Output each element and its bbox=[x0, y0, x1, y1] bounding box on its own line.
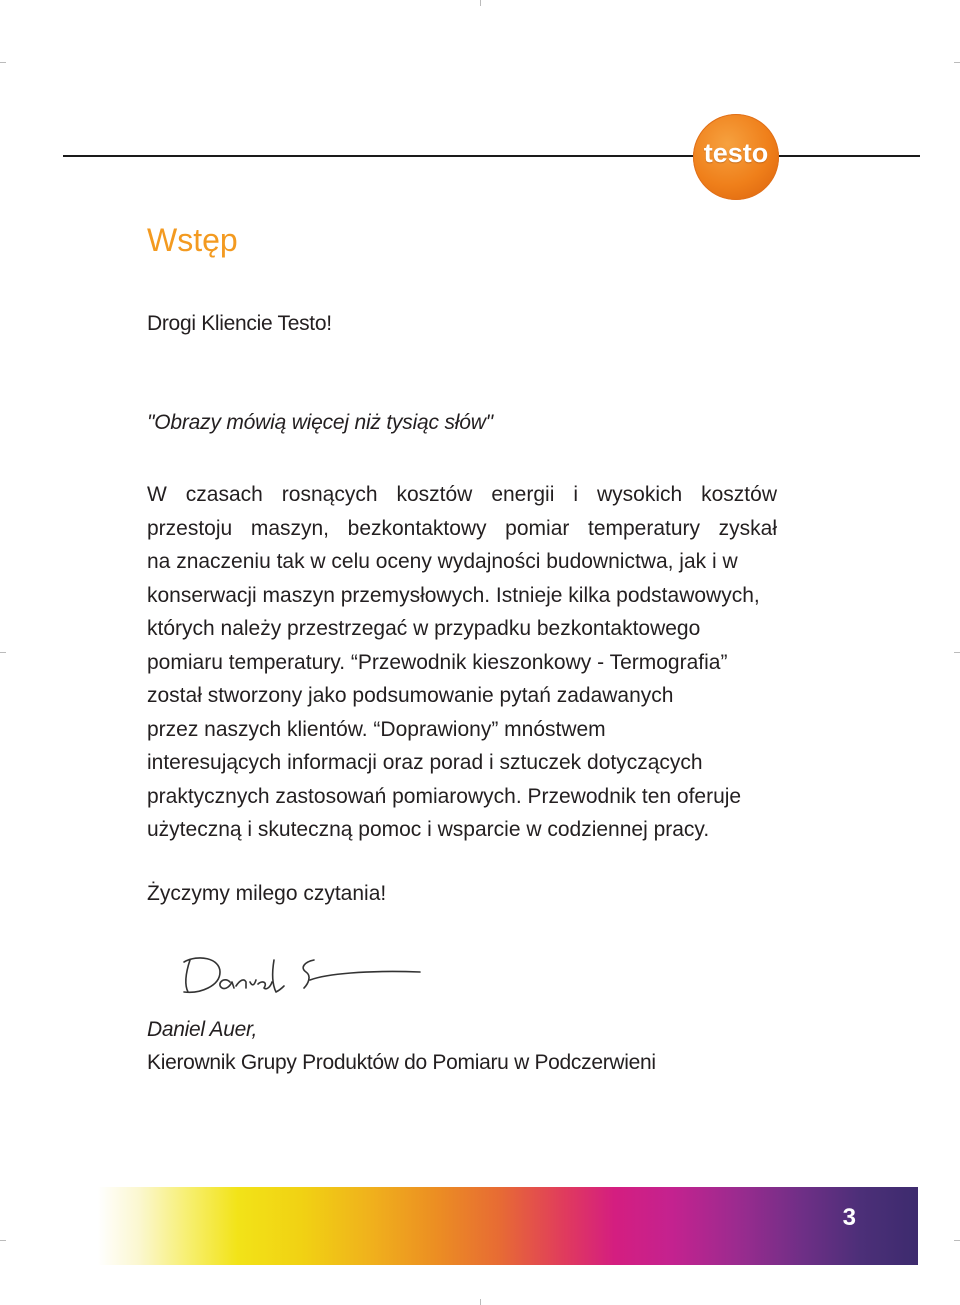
body-paragraph bbox=[147, 478, 777, 847]
footer-gradient-bar bbox=[98, 1187, 918, 1265]
closing-wish: Życzymy milego czytania! bbox=[147, 882, 387, 905]
crop-mark bbox=[480, 0, 481, 6]
crop-mark bbox=[0, 1240, 6, 1241]
signer-name: Daniel Auer, bbox=[147, 1018, 258, 1041]
crop-mark bbox=[954, 652, 960, 653]
header-rule bbox=[63, 155, 920, 157]
body-line: pomiaru temperatury. “Przewodnik kieszonkowy - Termografia” bbox=[147, 650, 728, 674]
testo-logo bbox=[693, 114, 779, 200]
quote: "Obrazy mówią więcej niż tysiąc słów" bbox=[147, 411, 493, 434]
crop-mark bbox=[0, 62, 6, 63]
body-line: na znaczeniu tak w celu oceny wydajności budownictwa, jak i w bbox=[147, 550, 738, 573]
greeting: Drogi Kliencie Testo! bbox=[147, 312, 332, 335]
logo-text: testo bbox=[703, 138, 769, 168]
body-line: interesujących informacji oraz porad i sztuczek dotyczących bbox=[147, 751, 703, 774]
page-number: 3 bbox=[842, 1204, 856, 1231]
crop-mark bbox=[480, 1299, 481, 1305]
crop-mark bbox=[954, 1240, 960, 1241]
body-line: został stworzony jako podsumowanie pytań zadawanych bbox=[147, 684, 674, 707]
body-line: konserwacji maszyn przemysłowych. Istnieje kilka podstawowych, bbox=[147, 583, 760, 607]
body-line: przestoju maszyn, bezkontaktowy pomiar temperatury zyskał bbox=[147, 516, 777, 540]
body-line: praktycznych zastosowań pomiarowych. Przewodnik ten oferuje bbox=[147, 784, 742, 808]
body-line: W czasach rosnących kosztów energii i wysokich kosztów bbox=[147, 483, 777, 506]
handwritten-signature bbox=[176, 952, 426, 1004]
crop-mark bbox=[954, 62, 960, 63]
body-line: przez naszych klientów. “Doprawiony” mnóstwem bbox=[147, 717, 606, 741]
body-line: użyteczną i skuteczną pomoc i wsparcie w codziennej pracy. bbox=[147, 818, 710, 841]
crop-mark bbox=[0, 652, 6, 653]
body-line: których należy przestrzegać w przypadku bezkontaktowego bbox=[147, 617, 701, 640]
page-title: Wstęp bbox=[147, 222, 238, 258]
signer-role: Kierownik Grupy Produktów do Pomiaru w Podczerwieni bbox=[147, 1051, 656, 1074]
